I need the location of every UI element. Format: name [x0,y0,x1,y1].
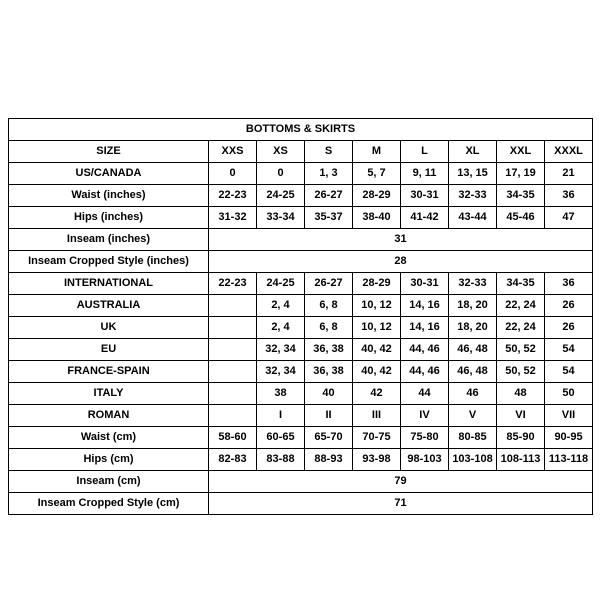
table-row [9,427,593,449]
table-cell: 43-44 [449,207,497,229]
row-value-span: 71 [209,493,593,515]
table-cell: 32, 34 [257,339,305,361]
table-cell: 32-33 [449,273,497,295]
row-label: Inseam Cropped Style (cm) [9,493,209,515]
table-cell: 18, 20 [449,295,497,317]
table-cell: 22-23 [209,185,257,207]
table-cell: 14, 16 [401,317,449,339]
table-cell: IV [401,405,449,427]
table-row [9,339,593,361]
table-row [9,405,593,427]
table-cell: 22-23 [209,273,257,295]
table-cell: 0 [257,163,305,185]
table-cell [209,339,257,361]
table-cell: 46 [449,383,497,405]
table-cell: 42 [353,383,401,405]
table-cell: 47 [545,207,593,229]
table-cell: 2, 4 [257,295,305,317]
table-cell: 2, 4 [257,317,305,339]
table-cell: 103-108 [449,449,497,471]
column-header: XXXL [545,141,593,163]
table-cell: 24-25 [257,273,305,295]
table-cell: 6, 8 [305,317,353,339]
table-row [9,361,593,383]
table-row [9,317,593,339]
table-row [9,273,593,295]
row-label: Inseam Cropped Style (inches) [9,251,209,273]
row-label: Inseam (inches) [9,229,209,251]
table-row [9,471,593,493]
column-header: XXL [497,141,545,163]
table-cell: 88-93 [305,449,353,471]
column-header: XXS [209,141,257,163]
table-cell: 85-90 [497,427,545,449]
table-cell: 22, 24 [497,295,545,317]
table-cell: I [257,405,305,427]
table-cell: 32, 34 [257,361,305,383]
table-cell: 98-103 [401,449,449,471]
table-header-row [9,141,593,163]
row-label: EU [9,339,209,361]
row-label: INTERNATIONAL [9,273,209,295]
table-cell: 90-95 [545,427,593,449]
row-label: Waist (cm) [9,427,209,449]
row-label: ITALY [9,383,209,405]
table-cell: 24-25 [257,185,305,207]
table-row [9,185,593,207]
table-cell: 22, 24 [497,317,545,339]
size-chart-body [9,119,593,515]
table-cell: 14, 16 [401,295,449,317]
table-cell: 34-35 [497,185,545,207]
row-label: US/CANADA [9,163,209,185]
table-cell: V [449,405,497,427]
row-label: ROMAN [9,405,209,427]
row-label: FRANCE-SPAIN [9,361,209,383]
table-cell: 34-35 [497,273,545,295]
table-cell: 50 [545,383,593,405]
table-cell: 6, 8 [305,295,353,317]
table-cell: 60-65 [257,427,305,449]
table-cell: 46, 48 [449,361,497,383]
header-size-label: SIZE [9,141,209,163]
table-cell: VII [545,405,593,427]
table-cell: 38-40 [353,207,401,229]
table-cell: 30-31 [401,273,449,295]
table-cell: 80-85 [449,427,497,449]
table-cell: 36 [545,273,593,295]
table-cell: 28-29 [353,185,401,207]
table-cell: 26 [545,295,593,317]
table-cell: 65-70 [305,427,353,449]
table-cell: 28-29 [353,273,401,295]
table-cell: 44 [401,383,449,405]
size-chart-container [8,118,592,515]
row-label: AUSTRALIA [9,295,209,317]
row-label: UK [9,317,209,339]
table-cell [209,361,257,383]
table-cell: 113-118 [545,449,593,471]
table-cell: 54 [545,361,593,383]
table-cell: VI [497,405,545,427]
table-cell: II [305,405,353,427]
table-cell: 10, 12 [353,295,401,317]
table-cell [209,405,257,427]
table-row [9,163,593,185]
table-cell: 54 [545,339,593,361]
table-cell: 93-98 [353,449,401,471]
size-chart-table [8,118,593,515]
table-cell: 50, 52 [497,361,545,383]
table-cell: 26-27 [305,185,353,207]
table-cell: 46, 48 [449,339,497,361]
column-header: M [353,141,401,163]
table-cell: 36 [545,185,593,207]
table-row [9,251,593,273]
table-cell: 10, 12 [353,317,401,339]
table-cell: 17, 19 [497,163,545,185]
table-cell: 36, 38 [305,339,353,361]
table-cell: 36, 38 [305,361,353,383]
table-cell: 58-60 [209,427,257,449]
row-value-span: 28 [209,251,593,273]
table-row [9,493,593,515]
table-row [9,207,593,229]
table-cell: 1, 3 [305,163,353,185]
row-value-span: 79 [209,471,593,493]
table-cell: 13, 15 [449,163,497,185]
table-cell: 33-34 [257,207,305,229]
table-cell: 38 [257,383,305,405]
table-cell: 108-113 [497,449,545,471]
table-cell: III [353,405,401,427]
table-cell: 26 [545,317,593,339]
page-title: BOTTOMS & SKIRTS [9,119,593,141]
table-row [9,383,593,405]
table-cell: 44, 46 [401,339,449,361]
table-cell: 40, 42 [353,361,401,383]
table-cell: 18, 20 [449,317,497,339]
row-value-span: 31 [209,229,593,251]
row-label: Waist (inches) [9,185,209,207]
table-cell: 31-32 [209,207,257,229]
table-cell: 26-27 [305,273,353,295]
row-label: Hips (cm) [9,449,209,471]
table-cell: 0 [209,163,257,185]
table-cell: 44, 46 [401,361,449,383]
chart-title-row [9,119,593,141]
table-cell: 40, 42 [353,339,401,361]
table-cell: 75-80 [401,427,449,449]
table-cell: 32-33 [449,185,497,207]
column-header: XS [257,141,305,163]
table-cell: 70-75 [353,427,401,449]
table-row [9,449,593,471]
table-row [9,229,593,251]
table-cell: 5, 7 [353,163,401,185]
table-cell: 83-88 [257,449,305,471]
row-label: Inseam (cm) [9,471,209,493]
table-cell: 21 [545,163,593,185]
table-cell: 48 [497,383,545,405]
table-cell: 40 [305,383,353,405]
table-row [9,295,593,317]
table-cell: 50, 52 [497,339,545,361]
table-cell [209,295,257,317]
table-cell: 30-31 [401,185,449,207]
table-cell: 41-42 [401,207,449,229]
column-header: S [305,141,353,163]
table-cell: 45-46 [497,207,545,229]
column-header: XL [449,141,497,163]
row-label: Hips (inches) [9,207,209,229]
table-cell: 35-37 [305,207,353,229]
column-header: L [401,141,449,163]
table-cell [209,383,257,405]
table-cell [209,317,257,339]
table-cell: 82-83 [209,449,257,471]
table-cell: 9, 11 [401,163,449,185]
